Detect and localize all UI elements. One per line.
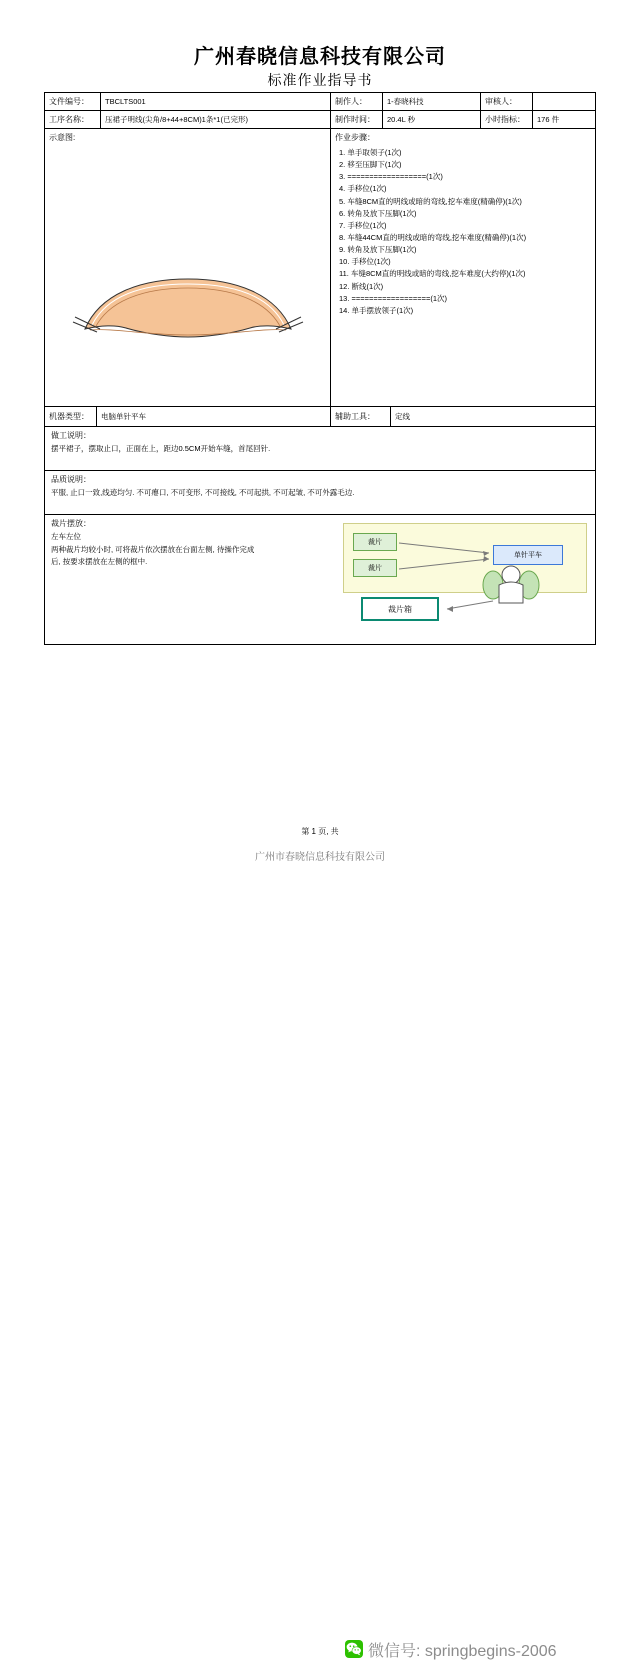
placement-text-line1: 两种裁片均较小时, 可将裁片依次摆放在台面左侧, 待操作完成: [51, 544, 255, 554]
placement-diagram: [343, 523, 587, 619]
operation-head: 做工说明：: [51, 431, 91, 440]
machine-row: [45, 407, 595, 427]
maker-value: 1-春晓科技: [383, 93, 481, 110]
list-item: 6. 转角及放下压脚(1次): [339, 208, 417, 218]
list-item: 2. 移至压脚下(1次): [339, 160, 402, 170]
standard-time-value: 20.4L 秒: [383, 111, 481, 128]
aux-tool-value: 定线: [395, 411, 410, 421]
aux-tool-label: 辅助工具：: [331, 407, 391, 426]
skirt-hem-diagram: [45, 129, 331, 406]
list-item: 3. ==================(1次): [339, 172, 443, 182]
cut-piece-2-label: 裁片: [353, 559, 397, 577]
list-item: 11. 车缝8CM直的明线或暗的弯线,挖车难度(大约停)(1次): [339, 269, 526, 279]
operation-block: [45, 427, 595, 471]
list-item: 4. 手移位(1次): [339, 184, 387, 194]
illustration-label: 示意图:: [49, 133, 76, 142]
list-item: 7. 手移位(1次): [339, 220, 387, 230]
hour-target-value: 176 件: [537, 114, 560, 124]
list-item: 10. 手移位(1次): [339, 257, 391, 267]
meta-row-2: [45, 111, 595, 129]
standard-time-label: 制作时间：: [331, 111, 383, 128]
list-item: 14. 单手摆放领子(1次): [339, 305, 414, 315]
body-row: [45, 129, 595, 407]
quality-head: 品质说明：: [51, 475, 91, 484]
wechat-icon: [345, 1640, 363, 1658]
list-item: 12. 断线(1次): [339, 281, 384, 291]
page-number: 第 1 页, 共: [301, 827, 339, 836]
process-label: 工序名称：: [45, 111, 101, 128]
placement-text-line2: 后, 按要求摆放在左侧的框中.: [51, 557, 148, 567]
doc-no-value: TBCLTS001: [101, 93, 331, 110]
process-value: 压裙子明线(尖角/8+44+8CM)1条*1(已完形): [101, 111, 331, 128]
machine-label-diagram: 单针平车: [493, 545, 563, 565]
company-title: 广州春晓信息科技有限公司: [194, 46, 446, 68]
illustration-panel: [45, 129, 331, 406]
placement-head: 裁片摆放：: [51, 519, 91, 528]
list-item: 8. 车缝44CM直的明线或暗的弯线,挖车难度(精确停)(1次): [339, 232, 527, 242]
checker-label: 审核人：: [481, 93, 533, 110]
placement-sub: 左车左位: [51, 531, 81, 541]
quality-block: [45, 471, 595, 515]
steps-label: 作业步骤：: [335, 133, 375, 142]
hour-target-label: 小时指标：: [481, 111, 533, 128]
list-item: 5. 车缝8CM直的明线或暗的弯线,挖车难度(精确停)(1次): [339, 196, 522, 206]
steps-panel: [331, 129, 595, 406]
quality-text: 平服, 止口一致,线迹均匀. 不可瘪口, 不可变形, 不可接线, 不可起拱, 不可起皱, 不可外露毛边.: [51, 487, 355, 497]
placement-block: [45, 515, 595, 628]
watermark-text: 微信号: springbegins-2006: [368, 1643, 557, 1660]
list-item: 9. 转角及放下压脚(1次): [339, 245, 417, 255]
cut-piece-1-label: 裁片: [353, 533, 397, 551]
machine-type-label: 机器类型：: [45, 407, 97, 426]
watermark-footer: 广州市春晓信息科技有限公司: [255, 852, 385, 863]
doc-no-label: 文件编号：: [45, 93, 101, 110]
maker-label: 制作人：: [331, 93, 383, 110]
sop-sheet: [44, 92, 596, 645]
checker-value: [533, 93, 595, 110]
list-item: 13. ==================(1次): [339, 293, 448, 303]
cut-piece-bin-label: 裁片箱: [361, 597, 439, 621]
list-item: 1. 单手取领子(1次): [339, 148, 402, 157]
machine-type-value: 电脑单针平车: [97, 407, 331, 426]
operation-text: 摆平裙子，摆取止口，正面在上，距边0.5CM开始车缝，首尾回针.: [51, 443, 271, 453]
steps-list: [331, 129, 595, 317]
document-subtitle: 标准作业指导书: [267, 74, 373, 89]
meta-row-1: [45, 93, 595, 111]
